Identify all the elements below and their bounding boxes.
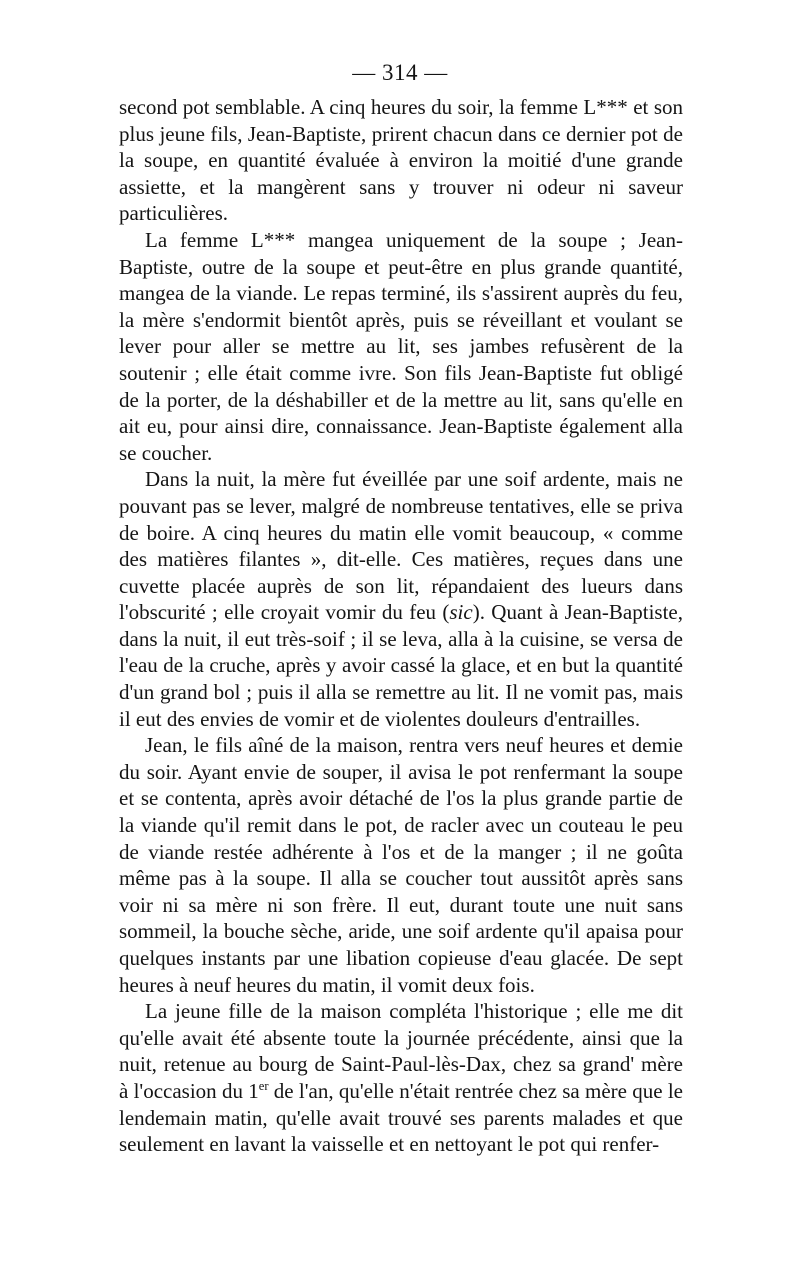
paragraph-1: second pot semblable. A cinq heures du soir, la femme L*** et son plus jeune fils, Jean-Baptiste, prirent chacun dans ce dernier pot de la soupe, en quantité évaluée à environ la moitié d'une grande assiette, et la mangèrent sans y trouver ni odeur ni saveur particulières.	[119, 95, 683, 226]
paragraph-3: Dans la nuit, la mère fut éveillée par une soif ardente, mais ne pouvant pas se lever, malgré de nombreuse tentatives, elle se priva de boire. A cinq heures du matin elle vomit beaucoup, « comme des matières filantes », dit-elle. Ces matières, reçues dans une cuvette placée auprès de son lit, répandaient des lueurs dans l'obscurité ; elle croyait vomir du feu (sic). Quant à Jean-Baptiste, dans la nuit, il eut très-soif ; il se leva, alla à la cuisine, se versa de l'eau de la cruche, après y avoir cassé la glace, et en but la quantité d'un grand bol ; puis il alla se remettre au lit. Il ne vomit pas, mais il eut des envies de vomir et de violentes douleurs d'entrailles.	[119, 467, 683, 731]
paragraph-4: Jean, le fils aîné de la maison, rentra vers neuf heures et demie du soir. Ayant envie de souper, il avisa le pot renfermant la soupe et se contenta, après avoir détaché de l'os la plus grande partie de la viande qu'il remit dans le pot, de racler avec un couteau le peu de viande restée adhérente à l'os et de la manger ; il ne goûta même pas à la soupe. Il alla se coucher tout aussitôt après sans voir ni sa mère ni son frère. Il eut, durant toute une nuit sans sommeil, la bouche sèche, aride, une soif ardente qu'il apaisa pour quelques instants par une libation copieuse d'eau glacée. De sept heures à neuf heures du matin, il vomit deux fois.	[119, 733, 683, 997]
paragraph-5: La jeune fille de la maison compléta l'historique ; elle me dit qu'elle avait été absente toute la journée précédente, ainsi que la nuit, retenue au bourg de Saint-Paul-lès-Dax, chez sa grand' mère à l'occasion du 1er de l'an, qu'elle n'était rentrée chez sa mère que le lendemain matin, qu'elle avait trouvé ses parents malades et que seulement en lavant la vaisselle et en nettoyant le pot qui renfer-	[119, 999, 683, 1157]
paragraph-2: La femme L*** mangea uniquement de la soupe ; Jean-Baptiste, outre de la soupe et peut-être en plus grande quantité, mangea de la viande. Le repas terminé, ils s'assirent auprès du feu, la mère s'endormit bientôt après, puis se réveillant et voulant se lever pour aller se mettre au lit, ses jambes refusèrent de la soutenir ; elle était comme ivre. Son fils Jean-Baptiste fut obligé de la porter, de la déshabiller et de la mettre au lit, sans qu'elle en ait eu, pour ainsi dire, connaissance. Jean-Baptiste également alla se coucher.	[119, 227, 683, 465]
body-text	[119, 94, 683, 1158]
page-number: — 314 —	[352, 60, 448, 85]
